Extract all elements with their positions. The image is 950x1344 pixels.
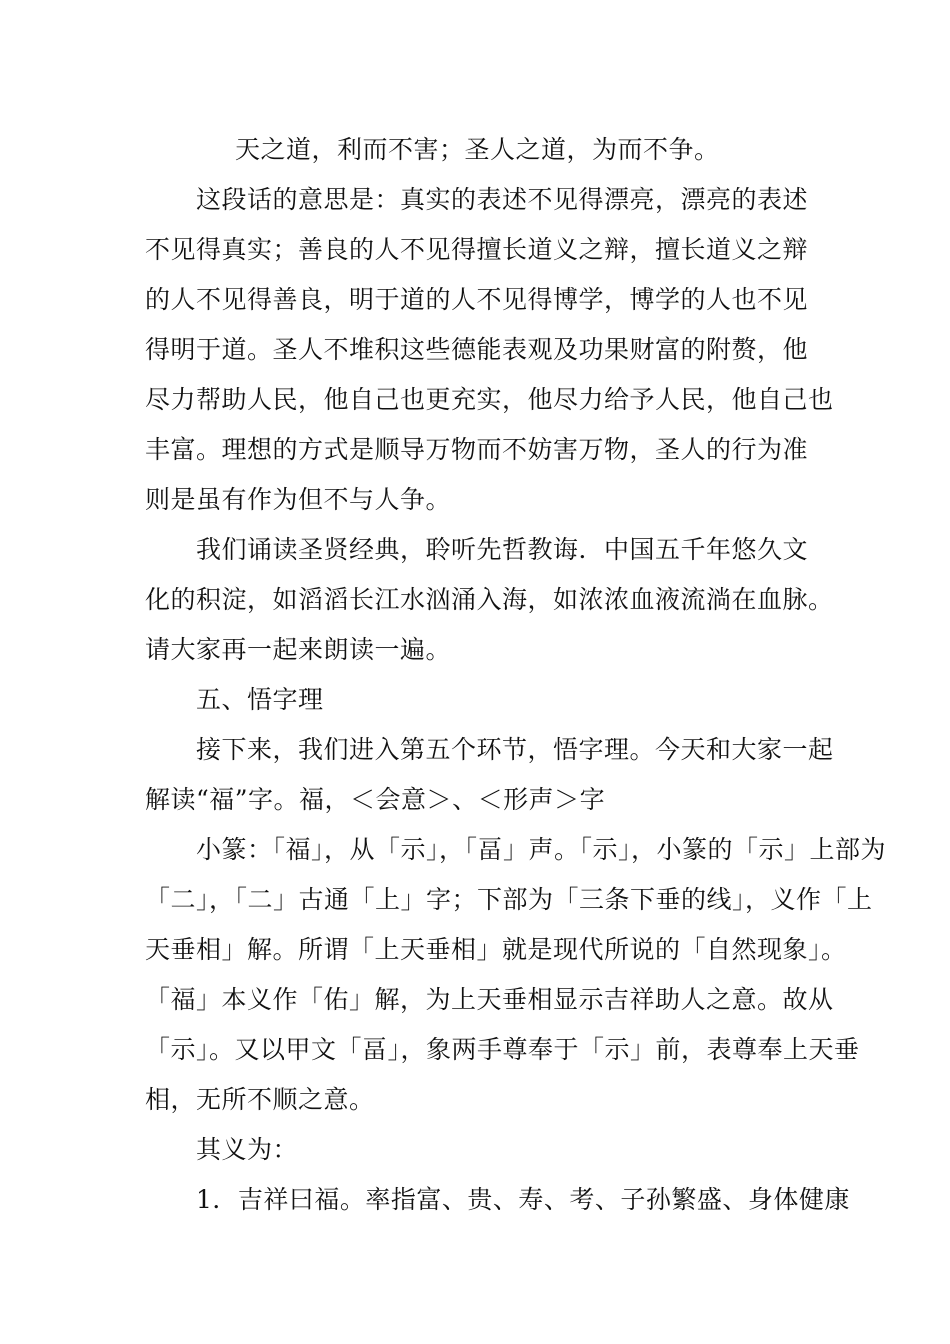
list-item: 1．吉祥曰福。率指富、贵、寿、考、子孙繁盛、身体健康 (196, 1185, 850, 1214)
paragraph-line: 其义为： (196, 1135, 299, 1164)
paragraph-line: 的人不见得善良，明于道的人不见得博学，博学的人也不见 (145, 285, 809, 314)
paragraph-line: 接下来，我们进入第五个环节，悟字理。今天和大家一起 (196, 735, 834, 764)
section-heading: 五、悟字理 (196, 685, 324, 714)
paragraph-line: 解读“福”字。福，＜会意＞、＜形声＞字 (145, 785, 606, 814)
paragraph-line: 则是虽有作为但不与人争。 (145, 485, 452, 514)
paragraph-line: 我们诵读圣贤经典，聆听先哲教诲．中国五千年悠久文 (196, 535, 809, 564)
paragraph-line: 得明于道。圣人不堆积这些德能表观及功果财富的附赘，他 (145, 335, 809, 364)
paragraph-line: 尽力帮助人民，他自己也更充实，他尽力给予人民，他自己也 (145, 385, 834, 414)
paragraph-line: 丰富。理想的方式是顺导万物而不妨害万物，圣人的行为准 (145, 435, 809, 464)
paragraph-line: 「示」。又以甲文「畐」，象两手尊奉于「示」前，表尊奉上天垂 (145, 1035, 860, 1064)
quote-line: 天之道，利而不害；圣人之道，为而不争。 (235, 135, 720, 164)
paragraph-line: 天垂相」解。所谓「上天垂相」就是现代所说的「自然现象」。 (145, 935, 847, 964)
paragraph-line: 这段话的意思是：真实的表述不见得漂亮，漂亮的表述 (196, 185, 809, 214)
paragraph-line: 相，无所不顺之意。 (145, 1085, 375, 1114)
paragraph-line: 小篆：「福」，从「示」，「畐」声。「示」，小篆的「示」上部为 (196, 835, 887, 864)
paragraph-line: 请大家再一起来朗读一遍。 (145, 635, 452, 664)
paragraph-line: 「二」，「二」古通「上」字；下部为「三条下垂的线」，义作「上 (145, 885, 873, 914)
paragraph-line: 化的积淀，如滔滔长江水汹涌入海，如浓浓血液流淌在血脉。 (145, 585, 834, 614)
paragraph-line: 「福」本义作「佑」解，为上天垂相显示吉祥助人之意。故从 (145, 985, 834, 1014)
paragraph-line: 不见得真实；善良的人不见得擅长道义之辩，擅长道义之辩 (145, 235, 809, 264)
